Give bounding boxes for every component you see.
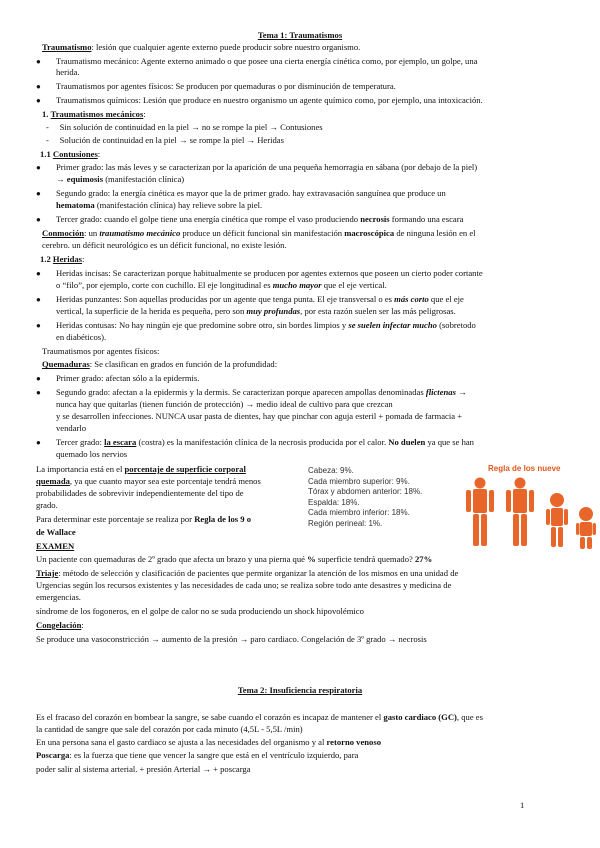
adult-figure-back (506, 478, 534, 547)
list-item-cont: vertical, la superficie de la herida es pequeña, pero son muy profundas, por esta razón suelen ser las más peligrosas. (56, 306, 456, 316)
paragraph-cont: poder salir al sistema arterial. + presión Arterial → + poscarga (36, 764, 251, 774)
bullet-dot: ● (36, 388, 41, 397)
list-item: Heridas incisas: Se caracterizan porque habitualmente se producen por agentes externos que poseen un cierto poder cortante (56, 268, 483, 278)
paragraph-cont: Urgencias según los recursos existentes y las necesidades de cada uno; se realiza sobre todo ante desastres y medicina de (36, 580, 452, 590)
list-item-cont: y se desarrollen infecciones. NUNCA usar pasta de dientes, hay que pinchar con aguja esteril + pomada de farmacia + (56, 411, 463, 421)
bullet-dot: ● (36, 82, 41, 91)
list-item: - Solución de continuidad en la piel → se rompe la piel → Heridas (46, 135, 284, 145)
list-item: Segundo grado: la energía cinética es mayor que la de primer grado. hay extravasación sanguínea que produce un (56, 188, 446, 198)
infant-figure (576, 507, 596, 549)
subheading: Quemaduras: Se clasifican en grados en función de la profundidad: (42, 359, 278, 369)
paragraph-cont: la cantidad de sangre que sale del corazón por cada minuto (4,5L - 5,5L /min) (36, 724, 303, 734)
list-item: Traumatismo mecánico: Agente externo animado o que posee una cierta energía cinética como, por ejemplo, un golpe, una (56, 56, 478, 66)
bullet-dot: ● (36, 438, 41, 447)
page-number: 1 (520, 800, 525, 810)
child-figure (546, 493, 568, 547)
paragraph-cont: grado. (36, 500, 58, 510)
exam-heading: EXAMEN (36, 541, 75, 551)
paragraph-cont: de Wallace (36, 527, 76, 537)
bullet-dot: ● (36, 269, 41, 278)
list-item: - Sin solución de continuidad en la piel → no se rompe la piel → Contusiones (46, 122, 323, 132)
bullet-dot: ● (36, 321, 41, 330)
bullet-dot: ● (36, 57, 41, 66)
subheading: 1. Traumatismos mecánicos: (42, 109, 146, 119)
paragraph-cont: cerebro. un déficit neurológico es un déficit funcional, no existe lesión. (42, 240, 287, 250)
list-item-cont: nunca hay que quitarlas (tienen función de protección) → medio ideal de cultivo para que crezcan (56, 399, 393, 409)
list-item-cont: quemado los nervios (56, 449, 128, 459)
list-item: Heridas punzantes: Son aquellas producidas por un agente que tenga punta. El eje transversal o es más corto que el eje (56, 294, 464, 304)
paragraph: Se produce una vasoconstricción → aumento de la presión → paro cardiaco. Congelación de 3º grado → necrosis (36, 634, 427, 644)
bullet-dot: ● (36, 215, 41, 224)
paragraph: Traumatismos por agentes físicos: (42, 346, 160, 356)
section-title-1: Tema 1: Traumatismos (257, 30, 343, 40)
paragraph: Un paciente con quemaduras de 2º grado que afecta un brazo y una pierna qué % superficie tendrá quemado? 27% (36, 554, 433, 564)
paragraph-cont: emergencias. (36, 592, 81, 602)
list-item-cont: herida. (56, 67, 80, 77)
subheading: 1.2 Heridas: (40, 254, 85, 264)
paragraph: Poscarga: es la fuerza que tiene que vencer la sangre que está en el ventrículo izquierdo, para (36, 750, 359, 760)
percent-legend (308, 466, 458, 529)
section-title-2: Tema 2: Insuficiencia respiratoria (237, 685, 363, 695)
paragraph: Para determinar este porcentaje se realiza por Regla de los 9 o (36, 514, 251, 524)
paragraph: Es el fracaso del corazón en bombear la sangre, se sabe cuando el corazón es incapaz de mantener el gasto cardiaco (GC), que es (36, 712, 483, 722)
adult-figure-front (466, 478, 494, 547)
bullet-dot: ● (36, 189, 41, 198)
subheading: Congelación: (36, 620, 84, 630)
legend-line: Cabeza: 9%. (308, 466, 354, 475)
list-item: Segundo grado: afectan a la epidermis y la dermis. Se caracterizan porque aparecen ampollas denominadas flictenas → (56, 387, 467, 397)
paragraph: En una persona sana el gasto cardiaco se ajusta a las necesidades del organismo y al retorno venoso (36, 737, 381, 747)
list-item: Tercer grado: la escara (costra) es la manifestación clínica de la necrosis producida por el calor. No duelen ya que se han (56, 437, 474, 447)
bullet-dot: ● (36, 295, 41, 304)
paragraph: Triaje: método de selección y clasificación de pacientes que permite organizar la atención de los mismos en una unidad de (36, 568, 459, 578)
legend-line: Cada miembro inferior: 18%. (308, 508, 410, 517)
paragraph: Conmoción: un traumatismo mecánico produce un déficit funcional sin manifestación macroscópica de ninguna lesión en el (42, 228, 476, 238)
legend-line: Región perineal: 1%. (308, 518, 383, 528)
paragraph: La importancia está en el porcentaje de superficie corporal (36, 464, 246, 474)
list-item: Tercer grado: cuando el golpe tiene una energía cinética que rompe el vaso produciendo necrosis formando una escara (56, 214, 464, 224)
bullet-dot: ● (36, 374, 41, 383)
paragraph: síndrome de los fogoneros, en el golpe de calor no se suda produciendo un shock hipovolémico (36, 606, 364, 616)
figure-title: Regla de los nueve (488, 464, 561, 473)
paragraph-cont: quemada, ya que cuanto mayor sea este porcentaje tendrá menos (36, 476, 261, 486)
list-item: Heridas contusas: No hay ningún eje que predomine sobre otro, sin bordes limpios y se suelen infectar mucho (sobretodo (56, 320, 476, 330)
subheading: 1.1 Contusiones: (40, 149, 101, 159)
bullet-dot: ● (36, 96, 41, 105)
list-item: Primer grado: las más leves y se caracterizan por la aparición de una pequeña hemorragia en sábana (por debajo de la piel) (56, 162, 478, 172)
list-item: Traumatismos químicos: Lesión que produce en nuestro organismo un agente químico como, por ejemplo, una intoxicación. (56, 95, 483, 105)
legend-line: Tórax y abdomen anterior: 18%. (308, 487, 423, 496)
rule-of-nines-figure (302, 462, 598, 554)
definition-traumatismo: Traumatismo: lesión que cualquier agente externo puede producir sobre nuestro organismo. (42, 42, 361, 52)
list-item: Traumatismos por agentes físicos: Se producen por quemaduras o por disminución de temperatura. (56, 81, 396, 91)
legend-line: Cada miembro superior: 9%. (308, 476, 410, 486)
list-item-cont: o “filo”, por ejemplo, corte con cuchillo. El eje longitudinal es mucho mayor que el eje vertical. (56, 280, 387, 290)
bullet-dot: ● (36, 163, 41, 172)
body-silhouettes (462, 474, 598, 554)
list-item-cont: → equimosis (manifestación clínica) (56, 174, 185, 184)
list-item-cont: vendarlo (56, 423, 87, 433)
paragraph-cont: probabilidades de sobrevivir independientemente del tipo de (36, 488, 244, 498)
legend-line: Espalda: 18%. (308, 497, 360, 507)
list-item-cont: hematoma (manifestación clínica) hay relieve sobre la piel. (56, 200, 263, 210)
list-item-cont: en diabéticos). (56, 332, 107, 342)
list-item: Primer grado: afectan sólo a la epidermis. (56, 373, 200, 383)
